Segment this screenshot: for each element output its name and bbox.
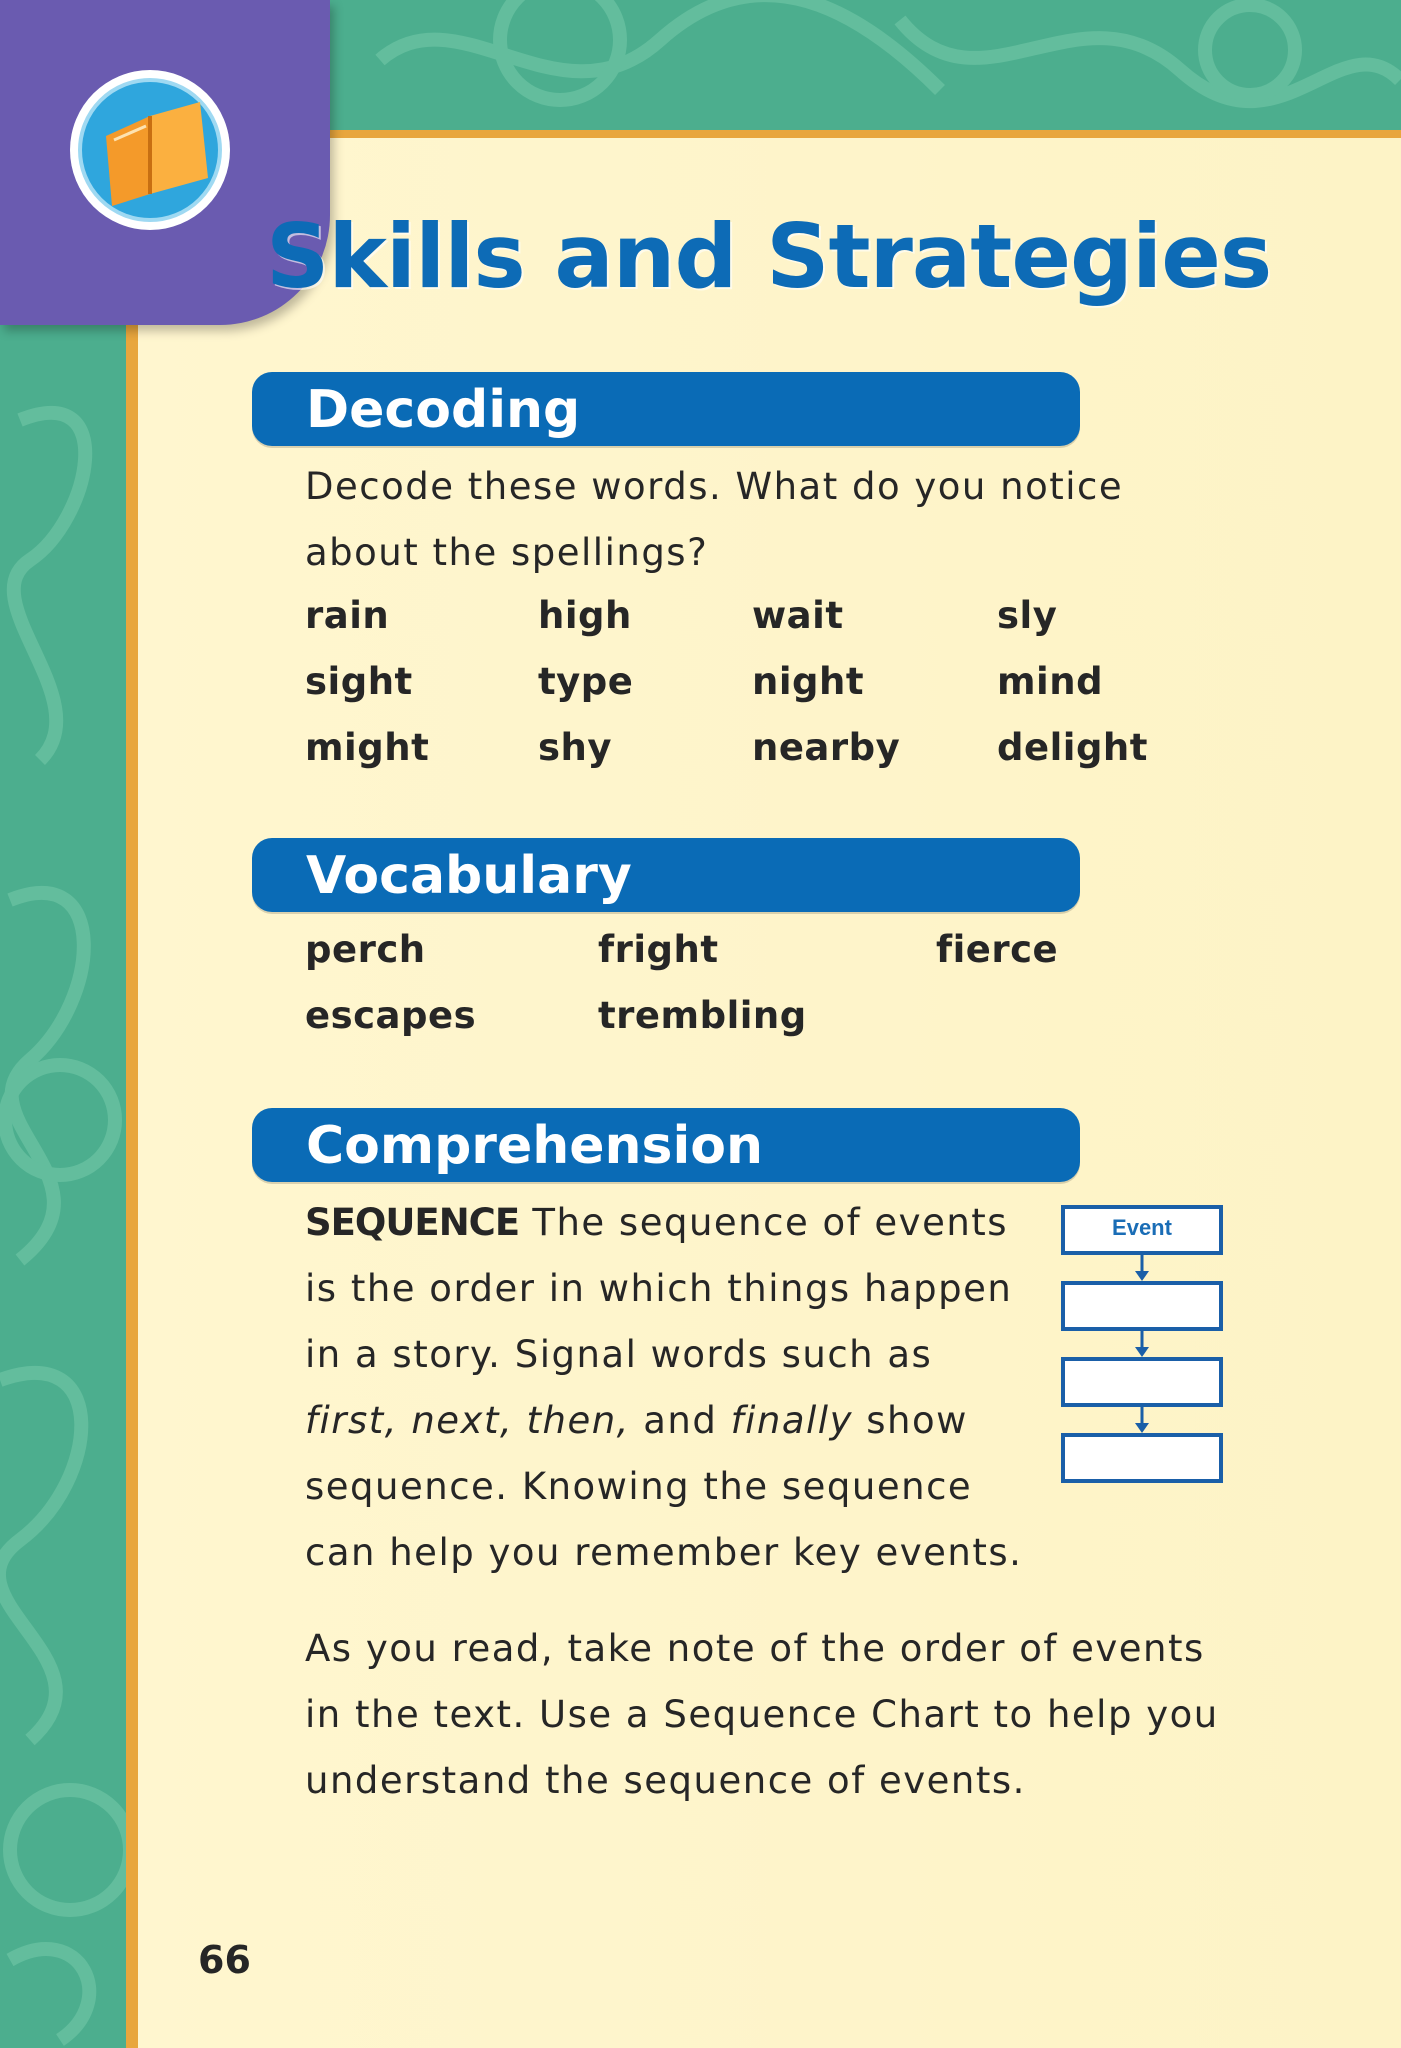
conjunction: and: [643, 1399, 718, 1442]
sequence-line: [305, 1388, 968, 1454]
sequence-line: sequence. Knowing the sequence: [305, 1465, 973, 1508]
sequence-chart: [1060, 1204, 1224, 1484]
sequence-chart-arrowhead: [1135, 1347, 1149, 1357]
sequence-chart-box: [1063, 1435, 1221, 1481]
comprehension-heading: Comprehension: [252, 1108, 1080, 1182]
sequence-line: [305, 1190, 1008, 1256]
vocabulary-word: escapes: [305, 994, 477, 1037]
sequence-line: can help you remember key events.: [305, 1531, 1023, 1574]
signal-word: then,: [526, 1399, 630, 1442]
decoding-prompt-line1: Decode these words. What do you notice: [305, 465, 1124, 508]
tip-line: in the text. Use a Sequence Chart to help you: [305, 1693, 1219, 1736]
decoding-prompt-line2: about the spellings?: [305, 531, 709, 574]
decoding-word: nearby: [752, 726, 901, 769]
decoding-word: shy: [538, 726, 612, 769]
sequence-line: in a story. Signal words such as: [305, 1333, 933, 1376]
decoding-word: night: [752, 660, 865, 703]
vocabulary-word: trembling: [598, 994, 807, 1037]
sequence-line: is the order in which things happen: [305, 1267, 1013, 1310]
decoding-word: high: [538, 594, 632, 637]
decoding-word: delight: [997, 726, 1148, 769]
decoding-word: mind: [997, 660, 1104, 703]
vocabulary-word: perch: [305, 928, 426, 971]
sequence-chart-first-label: Event: [1112, 1215, 1172, 1240]
decoding-word: rain: [305, 594, 390, 637]
decoding-word: type: [538, 660, 634, 703]
sequence-line-text: show: [866, 1399, 968, 1442]
sequence-chart-arrowhead: [1135, 1423, 1149, 1433]
decoding-heading: Decoding: [252, 372, 1080, 446]
page-title: Skills and Strategies: [266, 205, 1272, 308]
book-icon: [66, 66, 234, 234]
sequence-line-text: The sequence of events: [532, 1201, 1009, 1244]
vocabulary-word: fierce: [936, 928, 1059, 971]
vocabulary-word: fright: [598, 928, 719, 971]
sequence-chart-box: [1063, 1359, 1221, 1405]
tip-line: understand the sequence of events.: [305, 1759, 1026, 1802]
decoding-word: sight: [305, 660, 413, 703]
sequence-term: SEQUENCE: [305, 1201, 520, 1244]
decoding-word: might: [305, 726, 430, 769]
sequence-chart-arrowhead: [1135, 1271, 1149, 1281]
decoding-word: sly: [997, 594, 1058, 637]
vocabulary-heading: Vocabulary: [252, 838, 1080, 912]
page-number: 66: [198, 1938, 251, 1982]
signal-word: next,: [411, 1399, 514, 1442]
signal-word: first,: [305, 1399, 399, 1442]
decoding-word: wait: [752, 594, 844, 637]
sequence-chart-box: [1063, 1283, 1221, 1329]
signal-word: finally: [730, 1399, 853, 1442]
tip-line: As you read, take note of the order of events: [305, 1627, 1205, 1670]
